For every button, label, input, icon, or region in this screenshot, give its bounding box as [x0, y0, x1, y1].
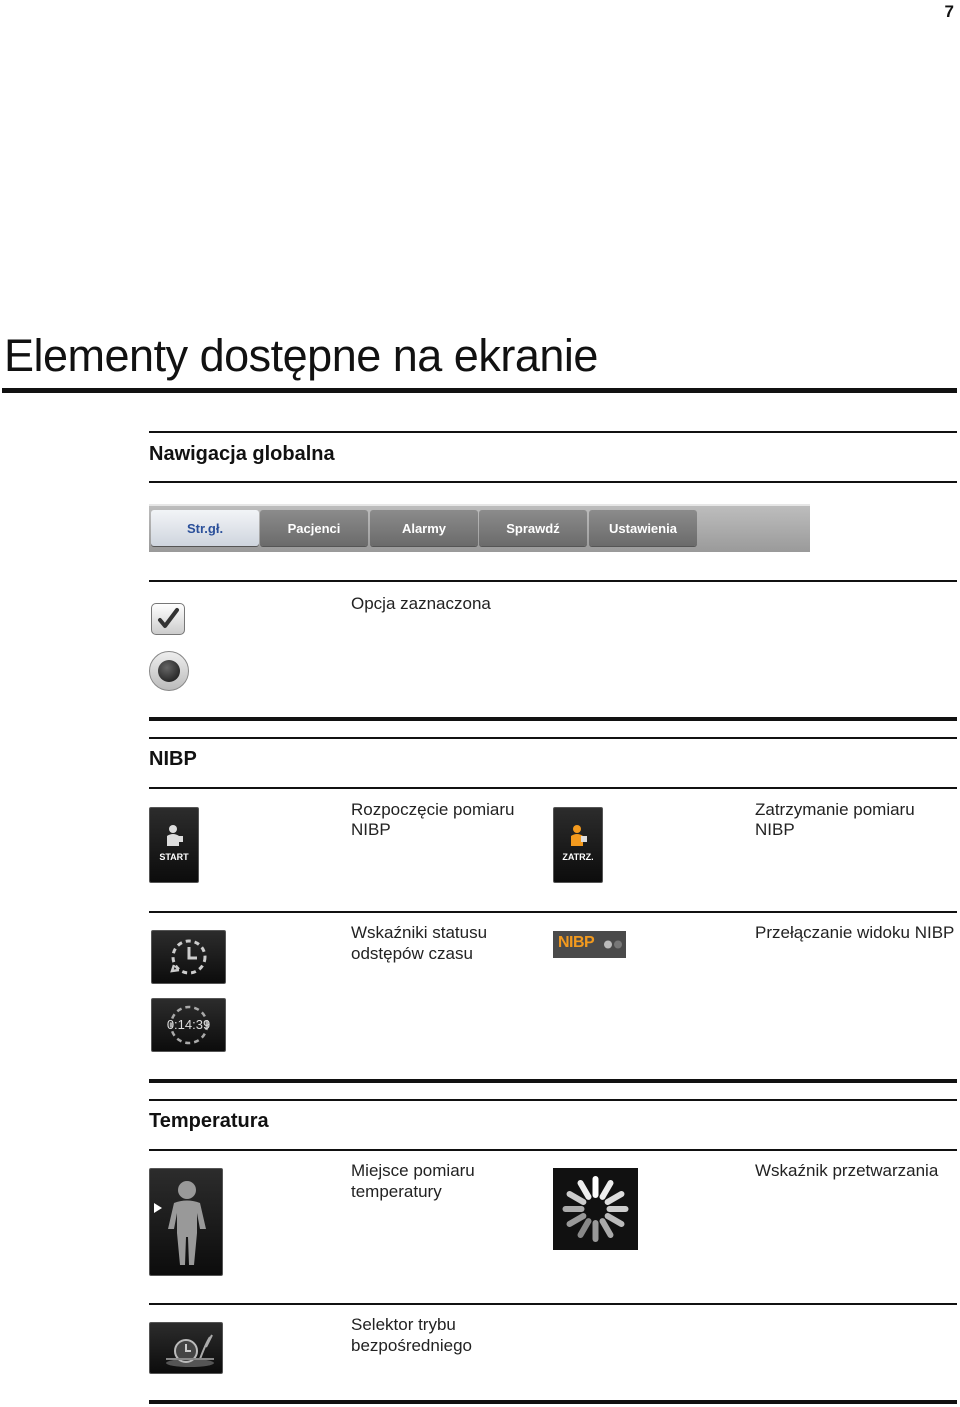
tab-home[interactable]: Str.gł.	[151, 510, 259, 546]
site-desc-2: temperatury	[351, 1182, 442, 1201]
tab-alarms[interactable]: Alarmy	[370, 510, 478, 546]
direct-mode-selector[interactable]	[149, 1322, 223, 1374]
section-rule	[149, 481, 957, 483]
temperature-site-button[interactable]	[149, 1168, 223, 1276]
processing-indicator	[553, 1168, 638, 1250]
interval-desc-1: Wskaźniki statusu	[351, 923, 488, 942]
check-icon	[152, 604, 184, 634]
timer-value: 0:14:39	[166, 1017, 211, 1032]
interval-clock-icon	[152, 931, 225, 983]
stop-desc-2: NIBP	[755, 820, 795, 839]
section-rule	[149, 1079, 957, 1083]
start-desc-2: NIBP	[351, 820, 391, 839]
nibp-heading: NIBP	[149, 748, 197, 770]
direct-desc-2: bezpośredniego	[351, 1336, 472, 1355]
section-rule	[149, 911, 957, 913]
section-rule	[149, 1400, 957, 1404]
section-rule	[149, 1099, 957, 1101]
global-nav-bar	[149, 504, 810, 552]
start-label: START	[159, 852, 189, 862]
stop-desc-1: Zatrzymanie pomiaru	[755, 800, 915, 819]
section-rule	[149, 1303, 957, 1305]
toggle-dots-icon	[603, 939, 625, 950]
selected-option-desc: Opcja zaznaczona	[351, 594, 491, 613]
spinner-icon	[553, 1168, 638, 1250]
section-rule	[149, 737, 957, 739]
section-rule	[149, 1149, 957, 1151]
start-desc-1: Rozpoczęcie pomiaru	[351, 800, 515, 819]
tab-patients[interactable]: Pacjenci	[260, 510, 368, 546]
interval-status-button[interactable]	[151, 930, 226, 984]
tab-settings[interactable]: Ustawienia	[589, 510, 697, 546]
nibp-toggle-label: NIBP	[558, 934, 595, 951]
nav-heading: Nawigacja globalna	[149, 443, 335, 465]
stop-label: ZATRZ.	[562, 852, 594, 862]
section-rule	[149, 717, 957, 721]
section-rule	[149, 787, 957, 789]
person-icon	[164, 824, 186, 848]
interval-timer-button[interactable]	[151, 998, 226, 1052]
tab-review[interactable]: Sprawdź	[479, 510, 587, 546]
snail-clock-icon	[150, 1323, 222, 1373]
page-title: Elementy dostępne na ekranie	[4, 330, 598, 381]
nibp-start-button[interactable]	[149, 807, 199, 883]
processing-desc: Wskaźnik przetwarzania	[755, 1161, 939, 1180]
site-desc-1: Miejsce pomiaru	[351, 1161, 475, 1180]
radio-dot-icon	[158, 660, 180, 682]
direct-desc-1: Selektor trybu	[351, 1315, 456, 1334]
section-rule	[149, 580, 957, 582]
nibp-view-toggle[interactable]	[553, 931, 626, 958]
checkbox-checked[interactable]	[151, 603, 185, 635]
body-site-icon	[150, 1169, 222, 1275]
temperature-heading: Temperatura	[149, 1110, 269, 1132]
page-number: 7	[944, 2, 954, 21]
nibp-stop-button[interactable]	[553, 807, 603, 883]
person-orange-icon	[568, 824, 590, 848]
radio-selected[interactable]	[149, 651, 189, 691]
section-rule	[149, 431, 957, 433]
toggle-desc: Przełączanie widoku NIBP	[755, 923, 955, 942]
interval-desc-2: odstępów czasu	[351, 944, 473, 963]
title-rule	[2, 388, 957, 393]
